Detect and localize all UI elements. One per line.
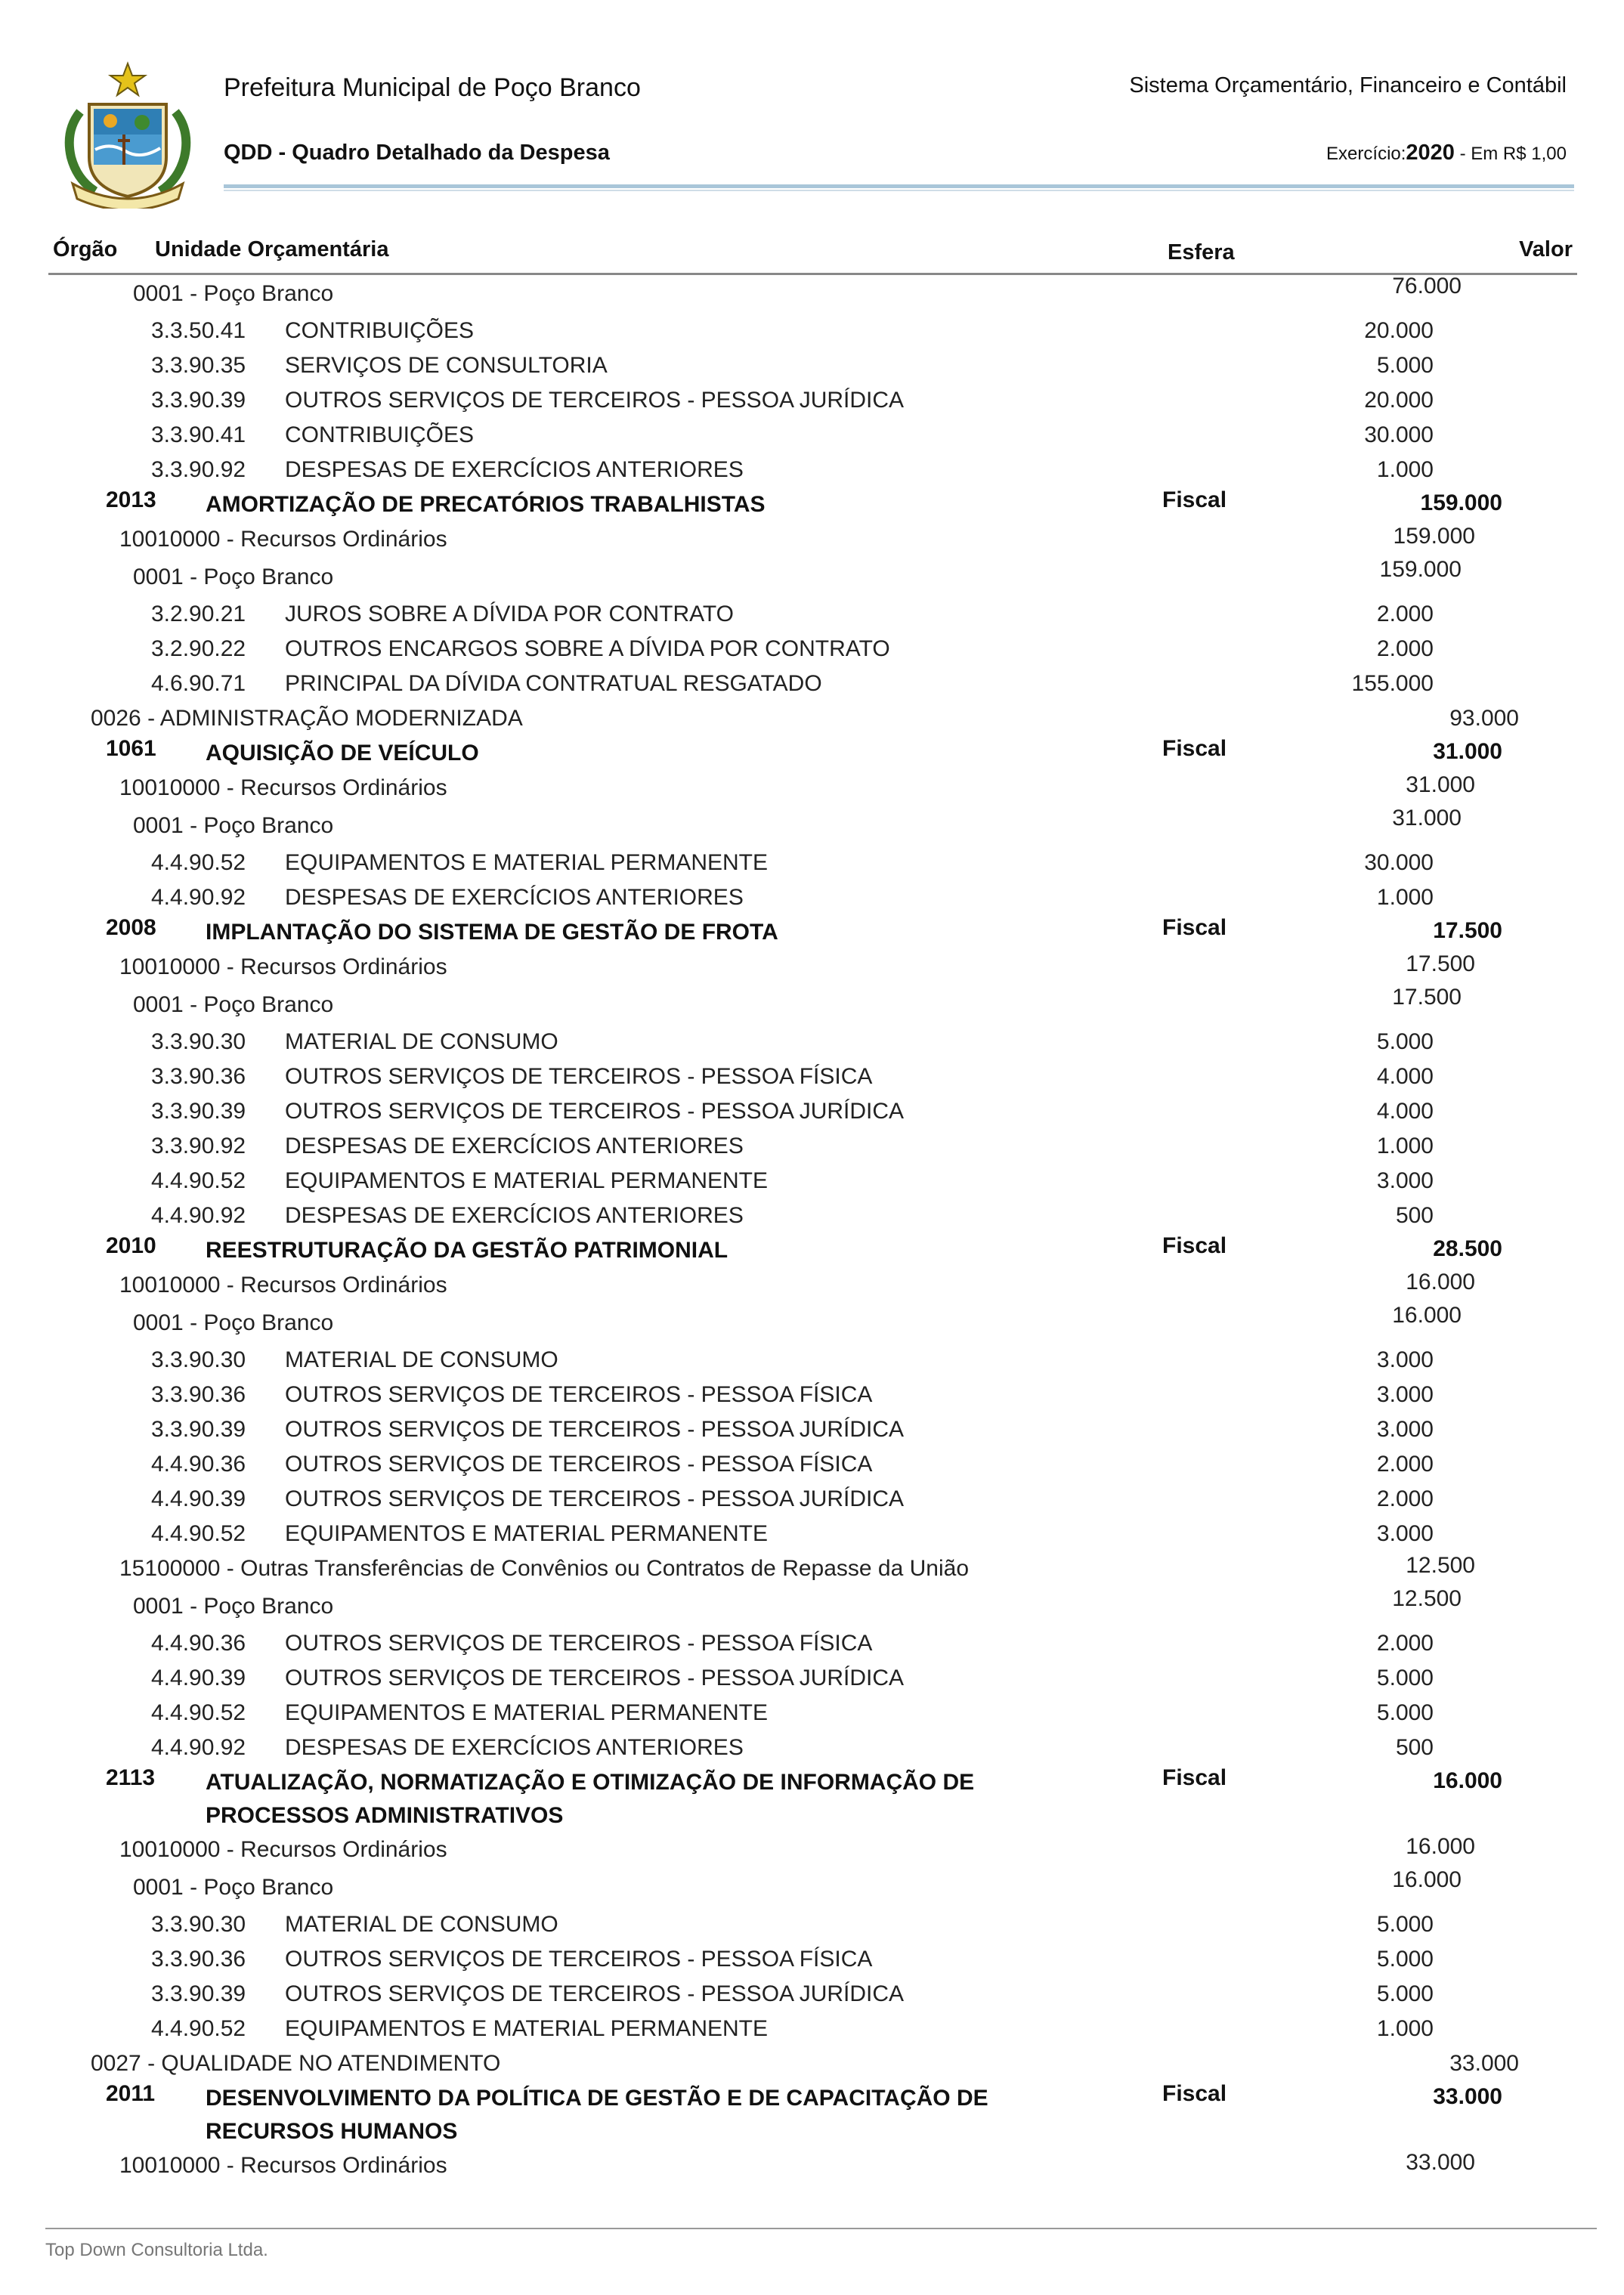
element-value: 3.000 <box>1376 1417 1434 1442</box>
element-value: 2.000 <box>1376 602 1434 626</box>
resource-value: 12.500 <box>1406 1553 1475 1578</box>
exercise-year: 2020 <box>1406 141 1455 165</box>
element-code: 4.4.90.39 <box>151 1486 246 1511</box>
element-description: OUTROS SERVIÇOS DE TERCEIROS - PESSOA JURÍDICA <box>285 388 905 413</box>
element-description: CONTRIBUIÇÕES <box>285 422 475 447</box>
element-description: DESPESAS DE EXERCÍCIOS ANTERIORES <box>285 457 744 482</box>
municipality-title: Prefeitura Municipal de Poço Branco <box>224 73 641 102</box>
resource-label: 10010000 - Recursos Ordinários <box>119 2153 447 2178</box>
resource-label: 10010000 - Recursos Ordinários <box>119 1837 447 1862</box>
source-value: 17.500 <box>1392 985 1462 1010</box>
element-value: 2.000 <box>1376 636 1434 661</box>
source-label: 0001 - Poço Branco <box>133 992 334 1017</box>
element-code: 3.3.90.36 <box>151 1947 246 1972</box>
element-description: OUTROS SERVIÇOS DE TERCEIROS - PESSOA FÍSICA <box>285 1452 873 1477</box>
element-code: 3.3.90.30 <box>151 1912 246 1937</box>
element-description: DESPESAS DE EXERCÍCIOS ANTERIORES <box>285 1203 744 1228</box>
action-code: 2011 <box>106 2081 156 2106</box>
action-esfera: Fiscal <box>1162 2081 1227 2106</box>
element-code: 3.3.50.41 <box>151 318 246 343</box>
element-code: 3.3.90.41 <box>151 422 246 447</box>
footer-rule <box>45 2228 1597 2229</box>
element-value: 4.000 <box>1376 1064 1434 1089</box>
element-description: OUTROS SERVIÇOS DE TERCEIROS - PESSOA JURÍDICA <box>285 1099 905 1124</box>
source-label: 0001 - Poço Branco <box>133 1594 334 1619</box>
action-description: AMORTIZAÇÃO DE PRECATÓRIOS TRABALHISTAS <box>206 492 766 517</box>
column-header-esfera: Esfera <box>1168 240 1235 264</box>
element-value: 2.000 <box>1376 1452 1434 1477</box>
resource-label: 10010000 - Recursos Ordinários <box>119 1273 447 1298</box>
element-description: MATERIAL DE CONSUMO <box>285 1912 558 1937</box>
element-code: 3.3.90.92 <box>151 1134 246 1158</box>
program-label: 0026 - ADMINISTRAÇÃO MODERNIZADA <box>91 706 523 731</box>
element-value: 3.000 <box>1376 1382 1434 1407</box>
element-description: PRINCIPAL DA DÍVIDA CONTRATUAL RESGATADO <box>285 671 822 696</box>
element-value: 2.000 <box>1376 1631 1434 1656</box>
element-code: 3.3.90.36 <box>151 1064 246 1089</box>
action-esfera: Fiscal <box>1162 1233 1227 1258</box>
element-description: OUTROS SERVIÇOS DE TERCEIROS - PESSOA JURÍDICA <box>285 1486 905 1511</box>
element-value: 5.000 <box>1376 1981 1434 2006</box>
element-code: 4.4.90.39 <box>151 1666 246 1690</box>
element-value: 3.000 <box>1376 1168 1434 1193</box>
exercise-currency: - Em R$ 1,00 <box>1454 144 1567 164</box>
element-code: 4.4.90.52 <box>151 850 246 875</box>
element-description: EQUIPAMENTOS E MATERIAL PERMANENTE <box>285 2016 768 2041</box>
action-value: 159.000 <box>1420 490 1502 515</box>
element-code: 3.3.90.36 <box>151 1382 246 1407</box>
action-esfera: Fiscal <box>1162 736 1227 761</box>
element-code: 4.4.90.92 <box>151 1203 246 1228</box>
resource-value: 159.000 <box>1393 524 1475 549</box>
element-value: 5.000 <box>1376 353 1434 378</box>
element-value: 155.000 <box>1351 671 1434 696</box>
resource-value: 31.000 <box>1406 772 1475 797</box>
column-header-unidade: Unidade Orçamentária <box>155 237 389 261</box>
element-code: 3.3.90.39 <box>151 1417 246 1442</box>
action-value: 17.500 <box>1433 918 1502 943</box>
source-value: 31.000 <box>1392 806 1462 830</box>
element-value: 500 <box>1395 1203 1434 1228</box>
element-code: 3.3.90.30 <box>151 1347 246 1372</box>
element-description: OUTROS SERVIÇOS DE TERCEIROS - PESSOA JURÍDICA <box>285 1981 905 2006</box>
element-description: OUTROS SERVIÇOS DE TERCEIROS - PESSOA FÍSICA <box>285 1631 873 1656</box>
program-value: 33.000 <box>1449 2051 1519 2076</box>
element-description: EQUIPAMENTOS E MATERIAL PERMANENTE <box>285 1521 768 1546</box>
element-description: OUTROS SERVIÇOS DE TERCEIROS - PESSOA JURÍDICA <box>285 1666 905 1690</box>
element-value: 5.000 <box>1376 1912 1434 1937</box>
element-description: EQUIPAMENTOS E MATERIAL PERMANENTE <box>285 1168 768 1193</box>
resource-value: 17.500 <box>1406 951 1475 976</box>
element-code: 3.2.90.22 <box>151 636 246 661</box>
element-code: 4.4.90.52 <box>151 2016 246 2041</box>
action-value: 31.000 <box>1433 739 1502 764</box>
element-description: DESPESAS DE EXERCÍCIOS ANTERIORES <box>285 1134 744 1158</box>
element-description: OUTROS SERVIÇOS DE TERCEIROS - PESSOA JURÍDICA <box>285 1417 905 1442</box>
element-description: MATERIAL DE CONSUMO <box>285 1347 558 1372</box>
source-label: 0001 - Poço Branco <box>133 564 334 589</box>
element-value: 4.000 <box>1376 1099 1434 1124</box>
action-code: 1061 <box>106 736 156 761</box>
element-value: 1.000 <box>1376 885 1434 910</box>
element-value: 5.000 <box>1376 1700 1434 1725</box>
column-header-valor: Valor <box>1519 237 1573 261</box>
resource-value: 16.000 <box>1406 1834 1475 1859</box>
element-description: OUTROS SERVIÇOS DE TERCEIROS - PESSOA FÍSICA <box>285 1382 873 1407</box>
action-esfera: Fiscal <box>1162 487 1227 512</box>
element-code: 3.3.90.92 <box>151 457 246 482</box>
program-value: 93.000 <box>1449 706 1519 731</box>
element-code: 3.3.90.35 <box>151 353 246 378</box>
action-code: 2008 <box>106 915 156 940</box>
source-value: 12.500 <box>1392 1586 1462 1611</box>
element-value: 30.000 <box>1364 422 1434 447</box>
resource-label: 10010000 - Recursos Ordinários <box>119 527 447 552</box>
element-description: DESPESAS DE EXERCÍCIOS ANTERIORES <box>285 1735 744 1760</box>
element-value: 1.000 <box>1376 1134 1434 1158</box>
report-title: QDD - Quadro Detalhado da Despesa <box>224 141 610 165</box>
element-description: EQUIPAMENTOS E MATERIAL PERMANENTE <box>285 850 768 875</box>
action-description: REESTRUTURAÇÃO DA GESTÃO PATRIMONIAL <box>206 1238 728 1263</box>
element-code: 3.3.90.39 <box>151 1099 246 1124</box>
element-code: 3.3.90.39 <box>151 388 246 413</box>
source-label: 0001 - Poço Branco <box>133 1310 334 1335</box>
element-value: 30.000 <box>1364 850 1434 875</box>
element-value: 5.000 <box>1376 1029 1434 1054</box>
system-name: Sistema Orçamentário, Financeiro e Contábil <box>1129 73 1567 97</box>
element-value: 5.000 <box>1376 1947 1434 1972</box>
resource-label: 15100000 - Outras Transferências de Convênios ou Contratos de Repasse da União <box>119 1556 970 1581</box>
program-label: 0027 - QUALIDADE NO ATENDIMENTO <box>91 2051 501 2076</box>
source-label: 0001 - Poço Branco <box>133 813 334 838</box>
element-code: 4.4.90.36 <box>151 1631 246 1656</box>
element-value: 3.000 <box>1376 1347 1434 1372</box>
element-value: 1.000 <box>1376 457 1434 482</box>
action-description-line2: RECURSOS HUMANOS <box>206 2119 458 2144</box>
element-description: EQUIPAMENTOS E MATERIAL PERMANENTE <box>285 1700 768 1725</box>
element-code: 4.4.90.92 <box>151 885 246 910</box>
source-value: 76.000 <box>1392 274 1462 298</box>
action-value: 16.000 <box>1433 1768 1502 1793</box>
element-code: 4.4.90.52 <box>151 1700 246 1725</box>
element-code: 4.4.90.36 <box>151 1452 246 1477</box>
element-code: 4.4.90.52 <box>151 1521 246 1546</box>
action-description: AQUISIÇÃO DE VEÍCULO <box>206 741 479 766</box>
resource-value: 33.000 <box>1406 2150 1475 2175</box>
footer-company: Top Down Consultoria Ltda. <box>45 2240 268 2260</box>
resource-value: 16.000 <box>1406 1270 1475 1294</box>
element-code: 3.2.90.21 <box>151 602 246 626</box>
element-value: 20.000 <box>1364 318 1434 343</box>
source-label: 0001 - Poço Branco <box>133 1875 334 1900</box>
action-description: IMPLANTAÇÃO DO SISTEMA DE GESTÃO DE FROTA <box>206 920 778 945</box>
action-description: ATUALIZAÇÃO, NORMATIZAÇÃO E OTIMIZAÇÃO DE INFORMAÇÃO DE <box>206 1770 975 1795</box>
element-value: 5.000 <box>1376 1666 1434 1690</box>
source-value: 16.000 <box>1392 1303 1462 1328</box>
element-description: MATERIAL DE CONSUMO <box>285 1029 558 1054</box>
element-description: SERVIÇOS DE CONSULTORIA <box>285 353 608 378</box>
element-description: JUROS SOBRE A DÍVIDA POR CONTRATO <box>285 602 735 626</box>
element-code: 3.3.90.30 <box>151 1029 246 1054</box>
element-code: 4.4.90.52 <box>151 1168 246 1193</box>
element-code: 4.4.90.92 <box>151 1735 246 1760</box>
exercise-label-text: Exercício: <box>1326 144 1406 164</box>
element-code: 4.6.90.71 <box>151 671 246 696</box>
action-code: 2010 <box>106 1233 156 1258</box>
source-value: 159.000 <box>1379 557 1462 582</box>
resource-label: 10010000 - Recursos Ordinários <box>119 954 447 979</box>
element-description: OUTROS SERVIÇOS DE TERCEIROS - PESSOA FÍSICA <box>285 1064 873 1089</box>
element-description: CONTRIBUIÇÕES <box>285 318 475 343</box>
action-code: 2113 <box>106 1765 156 1790</box>
source-value: 16.000 <box>1392 1867 1462 1892</box>
action-description-line2: PROCESSOS ADMINISTRATIVOS <box>206 1803 564 1828</box>
element-value: 500 <box>1395 1735 1434 1760</box>
element-description: OUTROS ENCARGOS SOBRE A DÍVIDA POR CONTRATO <box>285 636 890 661</box>
resource-label: 10010000 - Recursos Ordinários <box>119 775 447 800</box>
column-header-orgao: Órgão <box>53 237 118 261</box>
action-code: 2013 <box>106 487 156 512</box>
action-value: 28.500 <box>1433 1236 1502 1261</box>
element-code: 3.3.90.39 <box>151 1981 246 2006</box>
element-value: 2.000 <box>1376 1486 1434 1511</box>
action-description: DESENVOLVIMENTO DA POLÍTICA DE GESTÃO E DE CAPACITAÇÃO DE <box>206 2086 988 2111</box>
element-value: 1.000 <box>1376 2016 1434 2041</box>
element-description: OUTROS SERVIÇOS DE TERCEIROS - PESSOA FÍSICA <box>285 1947 873 1972</box>
source-label: 0001 - Poço Branco <box>133 281 334 306</box>
action-value: 33.000 <box>1433 2084 1502 2109</box>
element-description: DESPESAS DE EXERCÍCIOS ANTERIORES <box>285 885 744 910</box>
action-esfera: Fiscal <box>1162 1765 1227 1790</box>
action-esfera: Fiscal <box>1162 915 1227 940</box>
element-value: 3.000 <box>1376 1521 1434 1546</box>
element-value: 20.000 <box>1364 388 1434 413</box>
